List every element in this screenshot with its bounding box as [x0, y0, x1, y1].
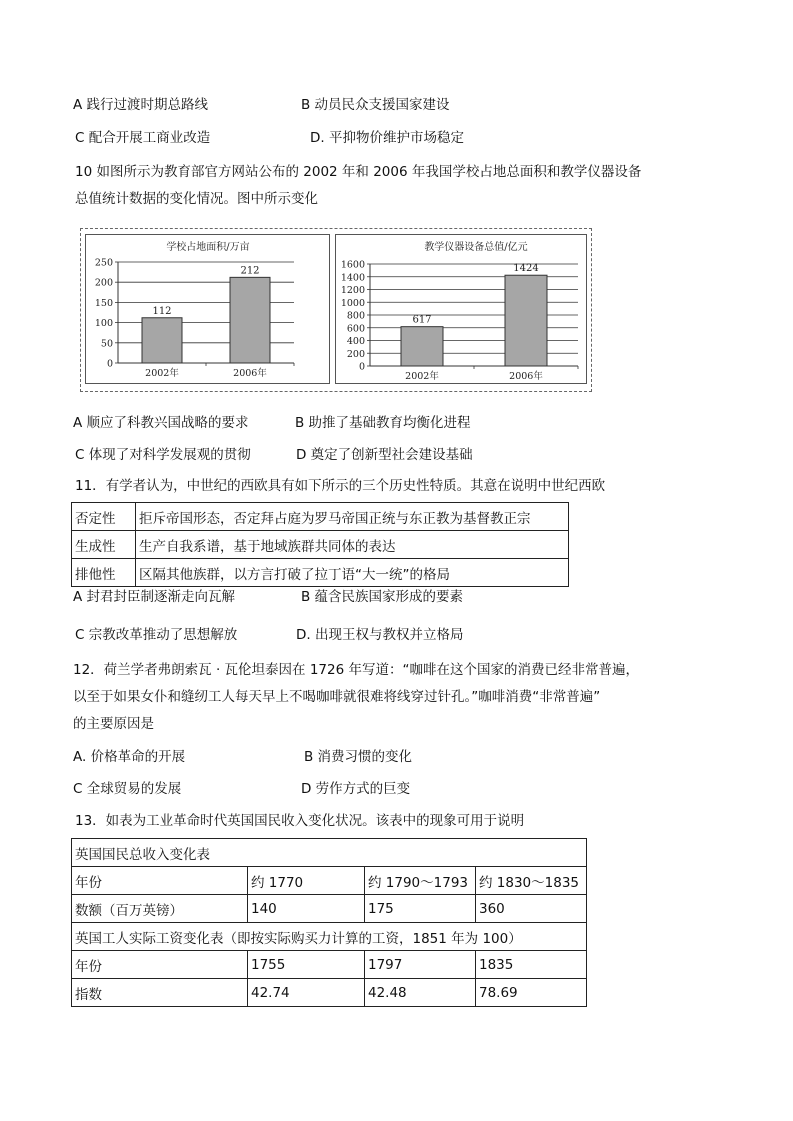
y-tick-label: 1600	[340, 259, 365, 271]
chart-title: 教学仪器设备总值/亿元	[424, 242, 528, 253]
q13-t2-val-4: 78.69	[476, 979, 587, 1007]
x-tick-label: 2002年	[145, 368, 179, 379]
q13-t2-head-2: 1755	[248, 951, 365, 979]
y-tick-label: 400	[346, 336, 365, 347]
q11-option-b: B 蕴含民族国家形成的要素	[301, 589, 464, 605]
table-row	[72, 895, 587, 923]
chart-school-area	[85, 234, 330, 384]
q12-stem-line1: 12．荷兰学者弗朗索瓦 · 瓦伦坦泰因在 1726 年写道：“咖啡在这个国家的消费已经非常普遍，	[73, 662, 639, 678]
q10-option-b: B 助推了基础教育均衡化进程	[295, 415, 471, 431]
y-tick-label: 0	[106, 358, 113, 370]
data-label: 617	[412, 314, 432, 326]
q13-t1-val-4: 360	[476, 895, 587, 923]
q12-option-b: B 消费习惯的变化	[304, 749, 413, 765]
data-label: 1424	[513, 263, 539, 275]
q12-option-a: A. 价格革命的开展	[73, 749, 186, 765]
q11-table	[71, 502, 569, 587]
y-tick-label: 1400	[340, 272, 365, 284]
q11-row3-text: 区隔其他族群，以方言打破了拉丁语“大一统”的格局	[136, 559, 569, 587]
table-row	[72, 867, 587, 895]
chart-equipment-value-svg	[336, 235, 588, 385]
q12-option-c: C 全球贸易的发展	[73, 781, 182, 797]
q9-option-d: D. 平抑物价维护市场稳定	[310, 130, 464, 146]
data-label: 112	[152, 305, 172, 317]
bar	[505, 275, 547, 366]
data-label: 212	[240, 265, 260, 277]
table-row	[72, 839, 587, 867]
table-row	[72, 503, 569, 531]
q13-table2-title: 英国工人实际工资变化表（即按实际购买力计算的工资，1851 年为 100）	[72, 923, 587, 951]
q13-t1-val-3: 175	[365, 895, 476, 923]
q12-option-d: D 劳作方式的巨变	[301, 781, 411, 797]
q11-row1-label: 否定性	[72, 503, 136, 531]
q10-option-c: C 体现了对科学发展观的贯彻	[75, 447, 251, 463]
q13-t1-head-3: 约 1790～1793	[365, 867, 476, 895]
bar	[142, 318, 182, 363]
q13-t1-head-4: 约 1830～1835	[476, 867, 587, 895]
x-tick-label: 2006年	[509, 371, 543, 382]
q11-stem: 11．有学者认为，中世纪的西欧具有如下所示的三个历史性特质。其意在说明中世纪西欧	[75, 478, 606, 494]
q13-table1-title: 英国国民总收入变化表	[72, 839, 587, 867]
q9-option-c: C 配合开展工商业改造	[75, 130, 211, 146]
table-row	[72, 923, 587, 951]
table-row	[72, 951, 587, 979]
q13-t2-val-3: 42.48	[365, 979, 476, 1007]
y-tick-label: 1200	[340, 285, 365, 296]
y-tick-label: 250	[94, 257, 113, 269]
q11-row1-text: 拒斥帝国形态，否定拜占庭为罗马帝国正统与东正教为基督教正宗	[136, 503, 569, 531]
y-tick-label: 600	[346, 323, 365, 335]
q13-stem: 13．如表为工业革命时代英国国民收入变化状况。该表中的现象可用于说明	[75, 813, 525, 829]
y-tick-label: 1000	[340, 297, 365, 309]
q11-option-a: A 封君封臣制逐渐走向瓦解	[73, 589, 236, 605]
table-row	[72, 559, 569, 587]
q11-row3-label: 排他性	[72, 559, 136, 587]
y-tick-label: 150	[94, 297, 113, 309]
table-row	[72, 531, 569, 559]
y-tick-label: 200	[94, 277, 113, 289]
q9-option-b: B 动员民众支援国家建设	[301, 97, 450, 113]
q10-stem-line1: 10 如图所示为教育部官方网站公布的 2002 年和 2006 年我国学校占地总面积和教学仪器设备	[75, 164, 642, 180]
q12-stem-line3: 的主要原因是	[73, 716, 154, 732]
q13-t2-head-1: 年份	[72, 951, 248, 979]
bar	[230, 277, 270, 363]
q13-t1-head-2: 约 1770	[248, 867, 365, 895]
q13-t1-val-2: 140	[248, 895, 365, 923]
x-tick-label: 2006年	[233, 368, 267, 379]
x-tick-label: 2002年	[405, 371, 439, 382]
q12-stem-line2: 以至于如果女仆和缝纫工人每天早上不喝咖啡就很难将线穿过针孔。”咖啡消费“非常普遍”	[73, 689, 601, 705]
y-tick-label: 0	[358, 361, 365, 373]
q11-option-c: C 宗教改革推动了思想解放	[75, 627, 238, 643]
q11-row2-text: 生产自我系谱，基于地域族群共同体的表达	[136, 531, 569, 559]
q11-row2-label: 生成性	[72, 531, 136, 559]
q13-table	[71, 838, 587, 1007]
q13-t2-head-3: 1797	[365, 951, 476, 979]
q11-option-d: D. 出现王权与教权并立格局	[296, 627, 464, 643]
q10-stem-line2: 总值统计数据的变化情况。图中所示变化	[75, 191, 318, 207]
y-tick-label: 200	[346, 348, 365, 360]
table-row	[72, 979, 587, 1007]
y-tick-label: 100	[94, 318, 113, 330]
y-tick-label: 800	[346, 310, 365, 322]
q13-t2-head-4: 1835	[476, 951, 587, 979]
q13-t1-val-1: 数额（百万英镑）	[72, 895, 248, 923]
q9-option-a: A 践行过渡时期总路线	[73, 97, 209, 113]
q10-option-a: A 顺应了科教兴国战略的要求	[73, 415, 249, 431]
q13-t2-val-2: 42.74	[248, 979, 365, 1007]
chart-equipment-value	[335, 234, 587, 384]
bar	[401, 327, 443, 366]
q13-t1-head-1: 年份	[72, 867, 248, 895]
q10-option-d: D 奠定了创新型社会建设基础	[296, 447, 473, 463]
chart-school-area-svg	[86, 235, 331, 385]
y-tick-label: 50	[100, 338, 113, 350]
q13-t2-val-1: 指数	[72, 979, 248, 1007]
chart-title: 学校占地面积/万亩	[166, 242, 250, 253]
